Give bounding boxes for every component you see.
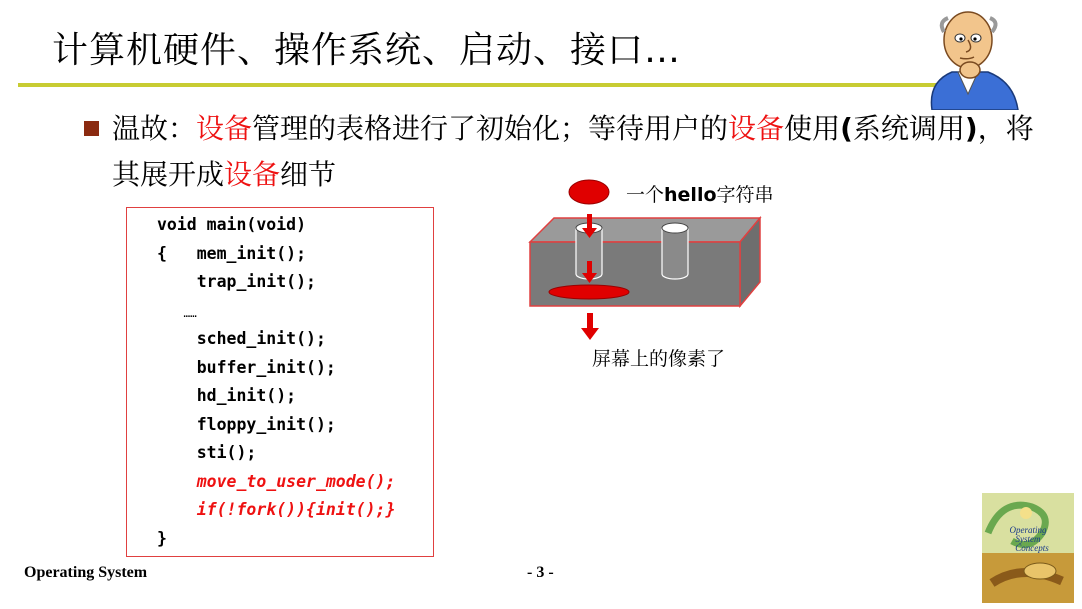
code-line: sti(); [157, 443, 257, 462]
bullet-square-icon [84, 121, 99, 136]
page-number: - 3 - [527, 564, 554, 581]
thinking-professor-icon [918, 2, 1022, 110]
code-line: floppy_init(); [157, 415, 336, 434]
code-line: …… [157, 307, 197, 320]
svg-text:Operating: Operating [1009, 525, 1047, 535]
code-line: if(!fork()){init();} [157, 500, 396, 519]
svg-text:System: System [1015, 534, 1041, 544]
svg-text:Concepts: Concepts [1015, 543, 1049, 553]
code-line: { mem_init(); [157, 244, 307, 263]
code-line: hd_init(); [157, 386, 297, 405]
screen-pixel-label: 屏幕上的像素了 [592, 348, 726, 370]
down-arrow-icon [581, 313, 599, 340]
os-concepts-book-icon [982, 493, 1074, 603]
footer-course-name: Operating System [24, 564, 148, 581]
code-box [126, 207, 434, 557]
code-line: void main(void) [157, 215, 307, 234]
hello-string-label: 一个hello字符串 [626, 184, 774, 206]
code-line: sched_init(); [157, 329, 326, 348]
pixel-ellipse-icon [549, 285, 629, 299]
code-line: } [157, 529, 167, 548]
device-block-top [530, 218, 760, 242]
slide-title: 计算机硬件、操作系统、启动、接口… [52, 30, 682, 71]
bullet-text: 温故：设备管理的表格进行了初始化；等待用户的设备使用(系统调用)，将其展开成设备细节 [112, 112, 1034, 191]
code-line: trap_init(); [157, 272, 316, 291]
code-line: move_to_user_mode(); [157, 472, 396, 491]
code-line: buffer_init(); [157, 358, 336, 377]
title-underline [18, 83, 938, 87]
string-ellipse-icon [569, 180, 609, 204]
